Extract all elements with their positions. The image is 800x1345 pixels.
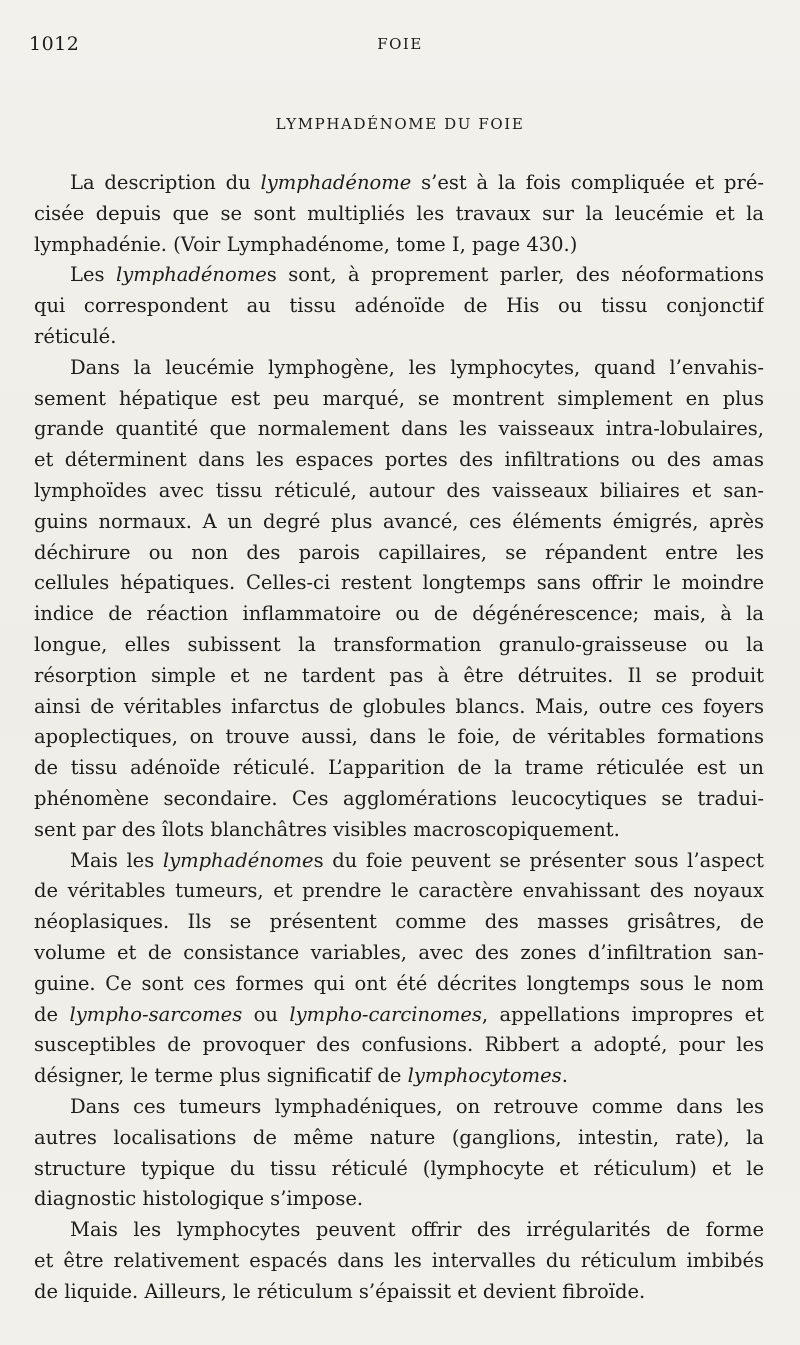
text-line: désigner, le terme plus significatif de lymphocytomes. [34, 1064, 568, 1088]
text-line: cellules hépatiques. Celles-ci restent longtemps sans offrir le moindre [34, 571, 764, 595]
text-line: Dans la leucémie lymphogène, les lymphocytes, quand l’envahis- [70, 355, 764, 379]
text-line: autres localisations de même nature (ganglions, intestin, rate), la [34, 1125, 764, 1149]
text-line: qui correspondent au tissu adénoïde de His ou tissu conjonctif [34, 294, 764, 318]
text-line: réticulé. [34, 324, 117, 348]
text-line: guins normaux. A un degré plus avancé, ces éléments émigrés, après [34, 509, 764, 533]
text-line: et être relativement espacés dans les intervalles du réticulum imbibés [34, 1248, 764, 1272]
text-line: Les lymphadénomes sont, à proprement parler, des néoformations [70, 263, 764, 287]
text-line: La description du lymphadénome s’est à la fois compliquée et pré- [70, 171, 764, 194]
text-line: résorption simple et ne tardent pas à être détruites. Il se produit [34, 663, 764, 687]
text-line: Mais les lymphadénomes du foie peuvent se présenter sous l’aspect [70, 848, 764, 872]
text-line: phénomène secondaire. Ces agglomérations leucocytiques se tradui- [34, 786, 764, 810]
text-line: et déterminent dans les espaces portes des infiltrations ou des amas [34, 448, 764, 472]
running-head [0, 33, 800, 57]
text-line: apoplectiques, on trouve aussi, dans le foie, de véritables formations [34, 725, 764, 749]
paragraph [34, 353, 764, 846]
italic-term: lympho-carcinomes [289, 1002, 482, 1026]
text-line: guine. Ce sont ces formes qui ont été décrites longtemps sous le nom [34, 971, 764, 995]
text-line: de tissu adénoïde réticulé. L’apparition de la trame réticulée est un [34, 756, 764, 780]
section-title: LYMPHADÉNOME DU FOIE [275, 115, 525, 133]
text-line: sent par des îlots blanchâtres visibles macroscopiquement. [34, 817, 620, 841]
text-line: sement hépatique est peu marqué, se montrent simplement en plus [34, 386, 764, 410]
text-line: néoplasiques. Ils se présentent comme des masses grisâtres, de [34, 910, 764, 934]
text-line: cisée depuis que se sont multipliés les travaux sur la leucémie et la [34, 201, 764, 225]
italic-term: lympho-sarcomes [69, 1002, 243, 1026]
italic-term: lymphadénome [115, 263, 267, 287]
text-line: ainsi de véritables infarctus de globules blancs. Mais, outre ces foyers [34, 694, 764, 718]
text-line: de lympho-sarcomes ou lympho-carcinomes, appellations impropres et [34, 1002, 764, 1026]
text-line: grande quantité que normalement dans les vaisseaux intra-lobulaires, [34, 417, 764, 441]
body-text [34, 168, 764, 1307]
text-line: indice de réaction inflammatoire ou de dégénérescence; mais, à la [34, 602, 764, 626]
paragraph [34, 1092, 764, 1215]
text-line: lymphoïdes avec tissu réticulé, autour des vaisseaux biliaires et san- [34, 478, 764, 502]
text-line: longue, elles subissent la transformation granulo-graisseuse ou la [34, 632, 764, 656]
paragraph [34, 260, 764, 352]
paragraph [34, 1215, 764, 1307]
italic-term: lymphocytomes [407, 1064, 562, 1088]
italic-term: lymphadénome [260, 171, 412, 194]
text-line: de liquide. Ailleurs, le réticulum s’épaissit et devient fibroïde. [34, 1279, 646, 1303]
paragraph [34, 846, 764, 1092]
text-line: diagnostic histologique s’impose. [34, 1187, 364, 1211]
text-line: volume et de consistance variables, avec des zones d’infiltration san- [34, 940, 764, 964]
text-line: susceptibles de provoquer des confusions. Ribbert a adopté, pour les [34, 1033, 764, 1057]
text-line: Mais les lymphocytes peuvent offrir des irrégularités de forme [70, 1218, 764, 1242]
text-line: déchirure ou non des parois capillaires, se répandent entre les [34, 540, 764, 564]
page-number: 1012 [29, 33, 80, 55]
text-line: lymphadénie. (Voir Lymphadénome, tome I, page 430.) [34, 232, 578, 256]
italic-term: lymphadénome [162, 848, 314, 872]
text-line: de véritables tumeurs, et prendre le caractère envahissant des noyaux [34, 879, 764, 903]
text-line: Dans ces tumeurs lymphadéniques, on retrouve comme dans les [70, 1094, 764, 1118]
running-title: FOIE [377, 35, 423, 53]
text-line: structure typique du tissu réticulé (lymphocyte et réticulum) et le [34, 1156, 764, 1180]
paragraph [34, 168, 764, 260]
